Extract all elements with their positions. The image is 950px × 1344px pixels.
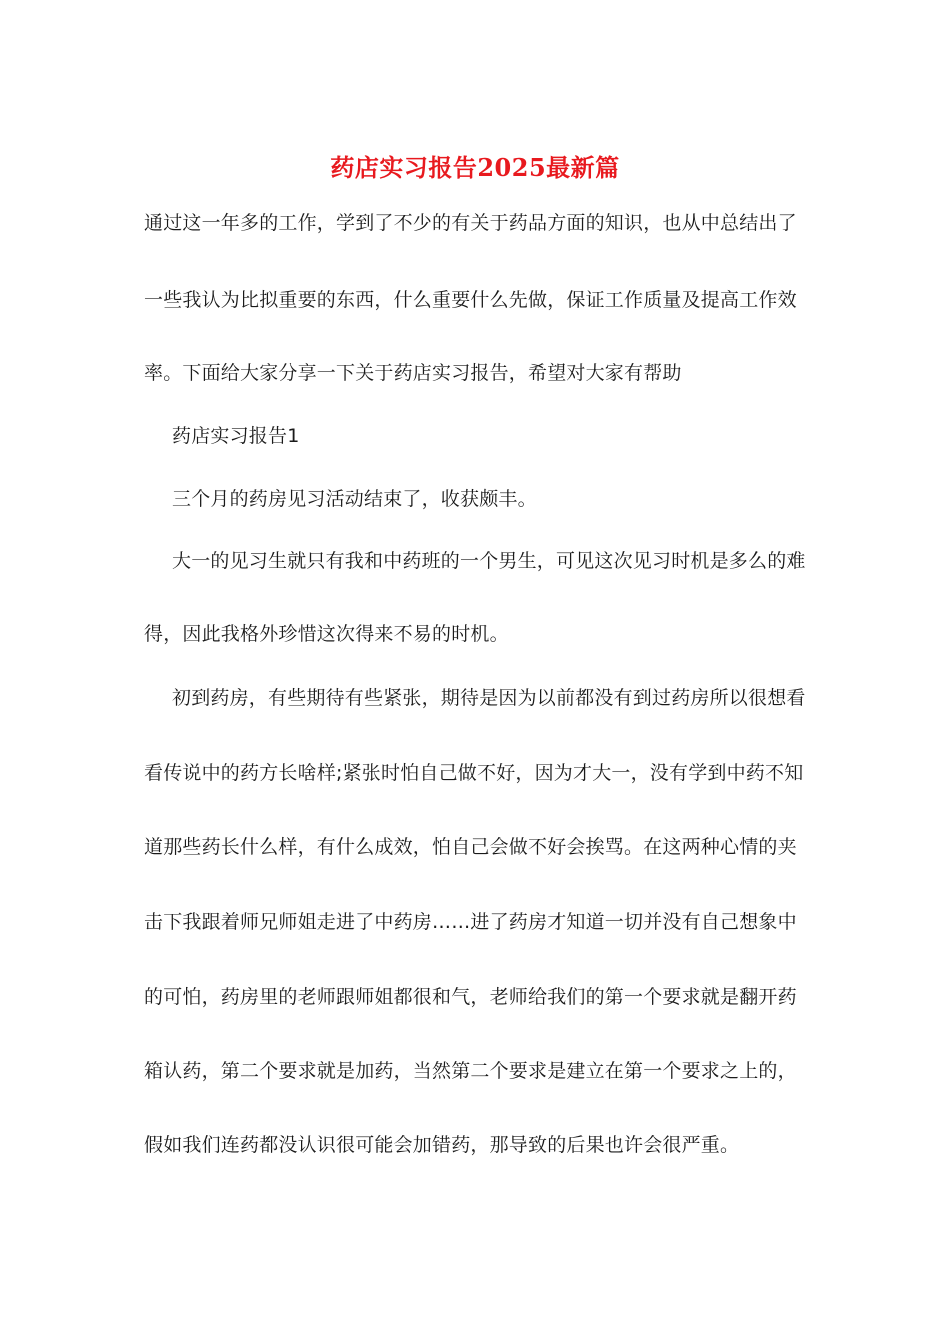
- paragraph-line: 的可怕，药房里的老师跟师姐都很和气，老师给我们的第一个要求就是翻开药: [144, 986, 797, 1008]
- paragraph-line: 假如我们连药都没认识很可能会加错药，那导致的后果也许会很严重。: [144, 1134, 740, 1156]
- paragraph-line: 看传说中的药方长啥样;紧张时怕自己做不好，因为才大一，没有学到中药不知: [144, 762, 804, 784]
- paragraph-line: 道那些药长什么样，有什么成效，怕自己会做不好会挨骂。在这两种心情的夹: [144, 836, 797, 858]
- document-title: 药店实习报告2025最新篇: [330, 153, 620, 182]
- paragraph-line: 三个月的药房见习活动结束了，收获颇丰。: [172, 488, 537, 510]
- paragraph-line: 通过这一年多的工作，学到了不少的有关于药品方面的知识，也从中总结出了: [144, 212, 797, 234]
- section-heading: 药店实习报告1: [172, 425, 300, 447]
- paragraph-line: 得，因此我格外珍惜这次得来不易的时机。: [144, 623, 509, 645]
- paragraph-line: 一些我认为比拟重要的东西，什么重要什么先做，保证工作质量及提高工作效: [144, 289, 797, 311]
- paragraph-line: 率。下面给大家分享一下关于药店实习报告，希望对大家有帮助: [144, 362, 682, 384]
- paragraph-line: 初到药房，有些期待有些紧张，期待是因为以前都没有到过药房所以很想看: [172, 687, 806, 709]
- paragraph-line: 大一的见习生就只有我和中药班的一个男生，可见这次见习时机是多么的难: [172, 550, 806, 572]
- paragraph-line: 箱认药，第二个要求就是加药，当然第二个要求是建立在第一个要求之上的，: [144, 1060, 797, 1082]
- paragraph-line: 击下我跟着师兄师姐走进了中药房……进了药房才知道一切并没有自己想象中: [144, 911, 797, 933]
